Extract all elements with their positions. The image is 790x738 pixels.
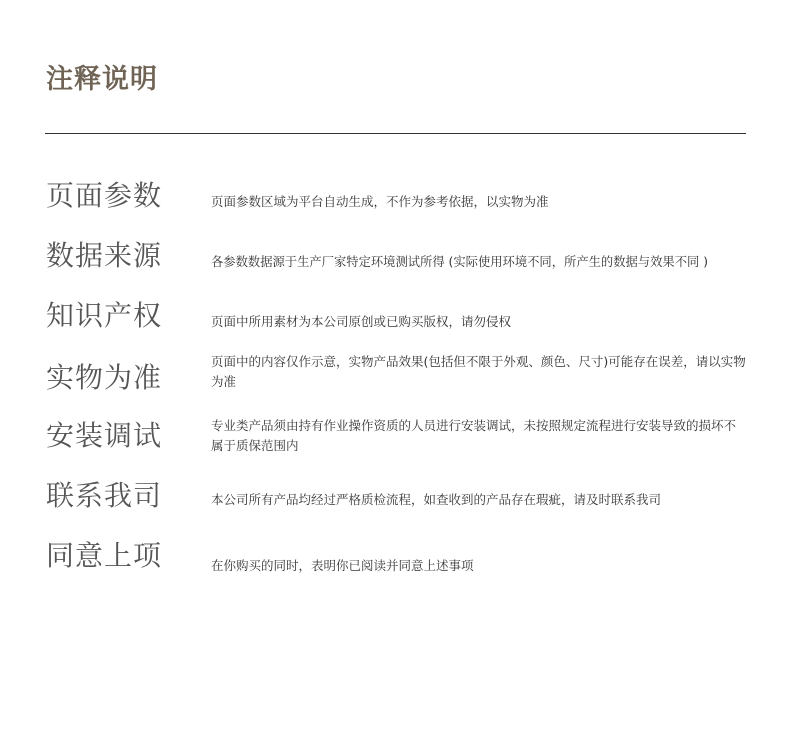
note-row-intellectual-property [0,296,790,356]
note-text: 各参数数据源于生产厂家特定环境测试所得 (实际使用环境不同，所产生的数据与效果不同 ) [211,255,708,269]
note-text: 页面中所用素材为本公司原创或已购买版权，请勿侵权 [211,314,512,329]
note-label: 页面参数 [46,179,163,212]
note-label: 同意上项 [46,539,163,572]
note-row-contact-us [0,476,790,536]
note-label: 数据来源 [46,239,163,272]
note-label: 实物为准 [46,361,163,394]
note-label: 安装调试 [46,419,163,452]
page-title: 注释说明 [46,64,158,95]
note-label: 知识产权 [46,299,163,332]
note-text: 专业类产品须由持有作业操作资质的人员进行安装调试，未按照规定流程进行安装导致的损坏不属于质保范围内 [211,418,737,453]
note-row-agreement [0,536,790,596]
note-text: 在你购买的同时，表明你已阅读并同意上述事项 [211,558,474,573]
note-row-page-parameters [0,176,790,236]
note-row-data-source [0,236,790,296]
note-row-actual-product [0,356,790,416]
note-text: 页面中的内容仅作示意，实物产品效果(包括但不限于外观、颜色、尺寸)可能存在误差，请以实物为准 [211,354,746,389]
note-row-installation [0,416,790,476]
note-label: 联系我司 [46,479,163,512]
note-text: 页面参数区域为平台自动生成，不作为参考依据，以实物为准 [211,194,549,209]
note-text: 本公司所有产品均经过严格质检流程，如查收到的产品存在瑕疵，请及时联系我司 [211,492,662,507]
